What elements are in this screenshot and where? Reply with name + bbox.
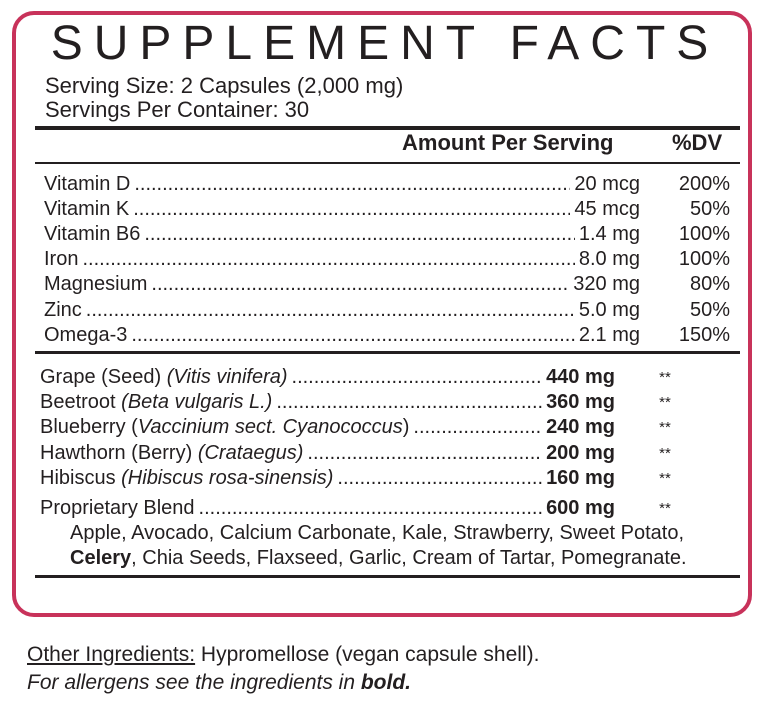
botanical-dv: **	[659, 419, 671, 436]
botanical-dv: **	[659, 394, 671, 411]
leader-dots	[151, 272, 569, 296]
botanical-common-name: Hawthorn (Berry)	[40, 442, 198, 464]
botanical-latin-name: (Beta vulgaris L.)	[121, 391, 273, 413]
botanical-dv: **	[659, 500, 671, 517]
nutrient-dv: 100%	[678, 248, 730, 270]
botanical-name-suffix: )	[402, 416, 410, 438]
nutrient-row	[44, 196, 730, 221]
botanical-latin-name: (Crataegus)	[197, 442, 304, 464]
botanical-dv: **	[659, 369, 671, 386]
leader-dots	[133, 197, 570, 221]
nutrient-amount: 20 mcg	[574, 173, 640, 195]
botanical-amount: 440 mg	[546, 366, 615, 388]
botanical-row	[40, 389, 715, 414]
botanical-common-name: Hibiscus	[40, 467, 122, 489]
allergen-note-bold: bold.	[360, 671, 412, 694]
leader-dots	[134, 172, 570, 196]
botanical-latin-name: Vaccinium sect. Cyanococcus	[137, 416, 403, 438]
nutrient-dv: 150%	[678, 324, 730, 346]
nutrient-amount: 5.0 mg	[578, 299, 640, 321]
leader-dots	[144, 222, 574, 246]
other-ingredients-label: Other Ingredients:	[27, 643, 196, 666]
botanical-latin-name: (Vitis vinifera)	[166, 366, 288, 388]
nutrient-name: Omega-3	[44, 324, 128, 346]
thick-rule-top	[35, 126, 740, 130]
botanical-row	[40, 465, 715, 490]
nutrient-row	[44, 221, 730, 246]
leader-dots	[337, 466, 542, 490]
nutrient-dv: 80%	[689, 273, 730, 295]
botanical-name	[40, 415, 409, 439]
panel-title: SUPPLEMENT FACTS	[50, 17, 720, 70]
nutrient-dv: 200%	[678, 173, 730, 195]
botanical-row	[40, 364, 715, 389]
nutrient-name: Vitamin D	[44, 173, 131, 195]
nutrient-amount: 320 mg	[573, 273, 640, 295]
allergen-note-text: For allergens see the ingredients in	[27, 671, 361, 694]
leader-dots	[82, 247, 574, 271]
other-ingredients-value: Hypromellose (vegan capsule shell).	[195, 643, 540, 666]
botanical-row	[40, 440, 715, 465]
header-amount-per-serving: Amount Per Serving	[402, 130, 614, 155]
nutrient-dv: 50%	[689, 299, 730, 321]
nutrient-row	[44, 246, 730, 271]
leader-dots	[86, 298, 575, 322]
botanical-amount: 360 mg	[546, 391, 615, 413]
botanical-dv: **	[659, 470, 671, 487]
botanical-amount: 240 mg	[546, 416, 615, 438]
botanical-name	[40, 466, 333, 490]
nutrient-name: Zinc	[44, 299, 82, 321]
nutrient-dv: 100%	[678, 223, 730, 245]
botanical-latin-name: (Hibiscus rosa-sinensis)	[121, 467, 334, 489]
botanical-row	[40, 414, 715, 439]
nutrient-row	[44, 271, 730, 296]
nutrient-amount: 45 mcg	[574, 198, 640, 220]
nutrient-row	[44, 171, 730, 196]
thick-rule-middle	[35, 351, 740, 354]
nutrient-name: Vitamin K	[44, 198, 130, 220]
nutrient-name: Magnesium	[44, 273, 148, 295]
botanical-amount: 600 mg	[546, 497, 615, 519]
blend-ingredients-line-1: Apple, Avocado, Calcium Carbonate, Kale, Strawberry, Sweet Potato,	[70, 522, 685, 544]
botanical-amount: 160 mg	[546, 467, 615, 489]
botanical-name	[40, 441, 303, 465]
leader-dots	[292, 365, 543, 389]
botanical-common-name: Beetroot	[40, 391, 122, 413]
botanical-common-name: Proprietary Blend	[40, 497, 195, 519]
blend-ingredients-rest: , Chia Seeds, Flaxseed, Garlic, Cream of Tartar, Pomegranate.	[131, 547, 687, 569]
nutrient-row	[44, 297, 730, 322]
nutrient-name: Iron	[44, 248, 79, 270]
nutrient-name: Vitamin B6	[44, 223, 141, 245]
botanical-amount: 200 mg	[546, 442, 615, 464]
botanical-row	[40, 495, 715, 520]
leader-dots	[199, 496, 543, 520]
nutrient-row	[44, 322, 730, 347]
botanical-name	[40, 365, 288, 389]
other-ingredients	[27, 642, 539, 668]
serving-size: Serving Size: 2 Capsules (2,000 mg)	[45, 73, 404, 98]
leader-dots	[307, 441, 542, 465]
nutrient-amount: 1.4 mg	[578, 223, 640, 245]
nutrient-amount: 2.1 mg	[578, 324, 640, 346]
leader-dots	[413, 415, 542, 439]
allergen-note	[27, 670, 411, 696]
botanical-name	[40, 496, 195, 520]
nutrient-amount: 8.0 mg	[578, 248, 640, 270]
leader-dots	[131, 323, 574, 347]
thin-rule-header	[35, 162, 740, 164]
servings-per-container: Servings Per Container: 30	[45, 97, 310, 122]
blend-ingredients-line-2	[70, 546, 687, 570]
botanical-name	[40, 390, 272, 414]
leader-dots	[276, 390, 542, 414]
botanical-common-name: Grape (Seed)	[40, 366, 167, 388]
thick-rule-bottom	[35, 575, 740, 578]
botanical-common-name: Blueberry (	[40, 416, 138, 438]
botanical-dv: **	[659, 445, 671, 462]
allergen-ingredient: Celery	[70, 547, 132, 569]
header-daily-value: %DV	[672, 130, 723, 155]
nutrient-dv: 50%	[689, 198, 730, 220]
